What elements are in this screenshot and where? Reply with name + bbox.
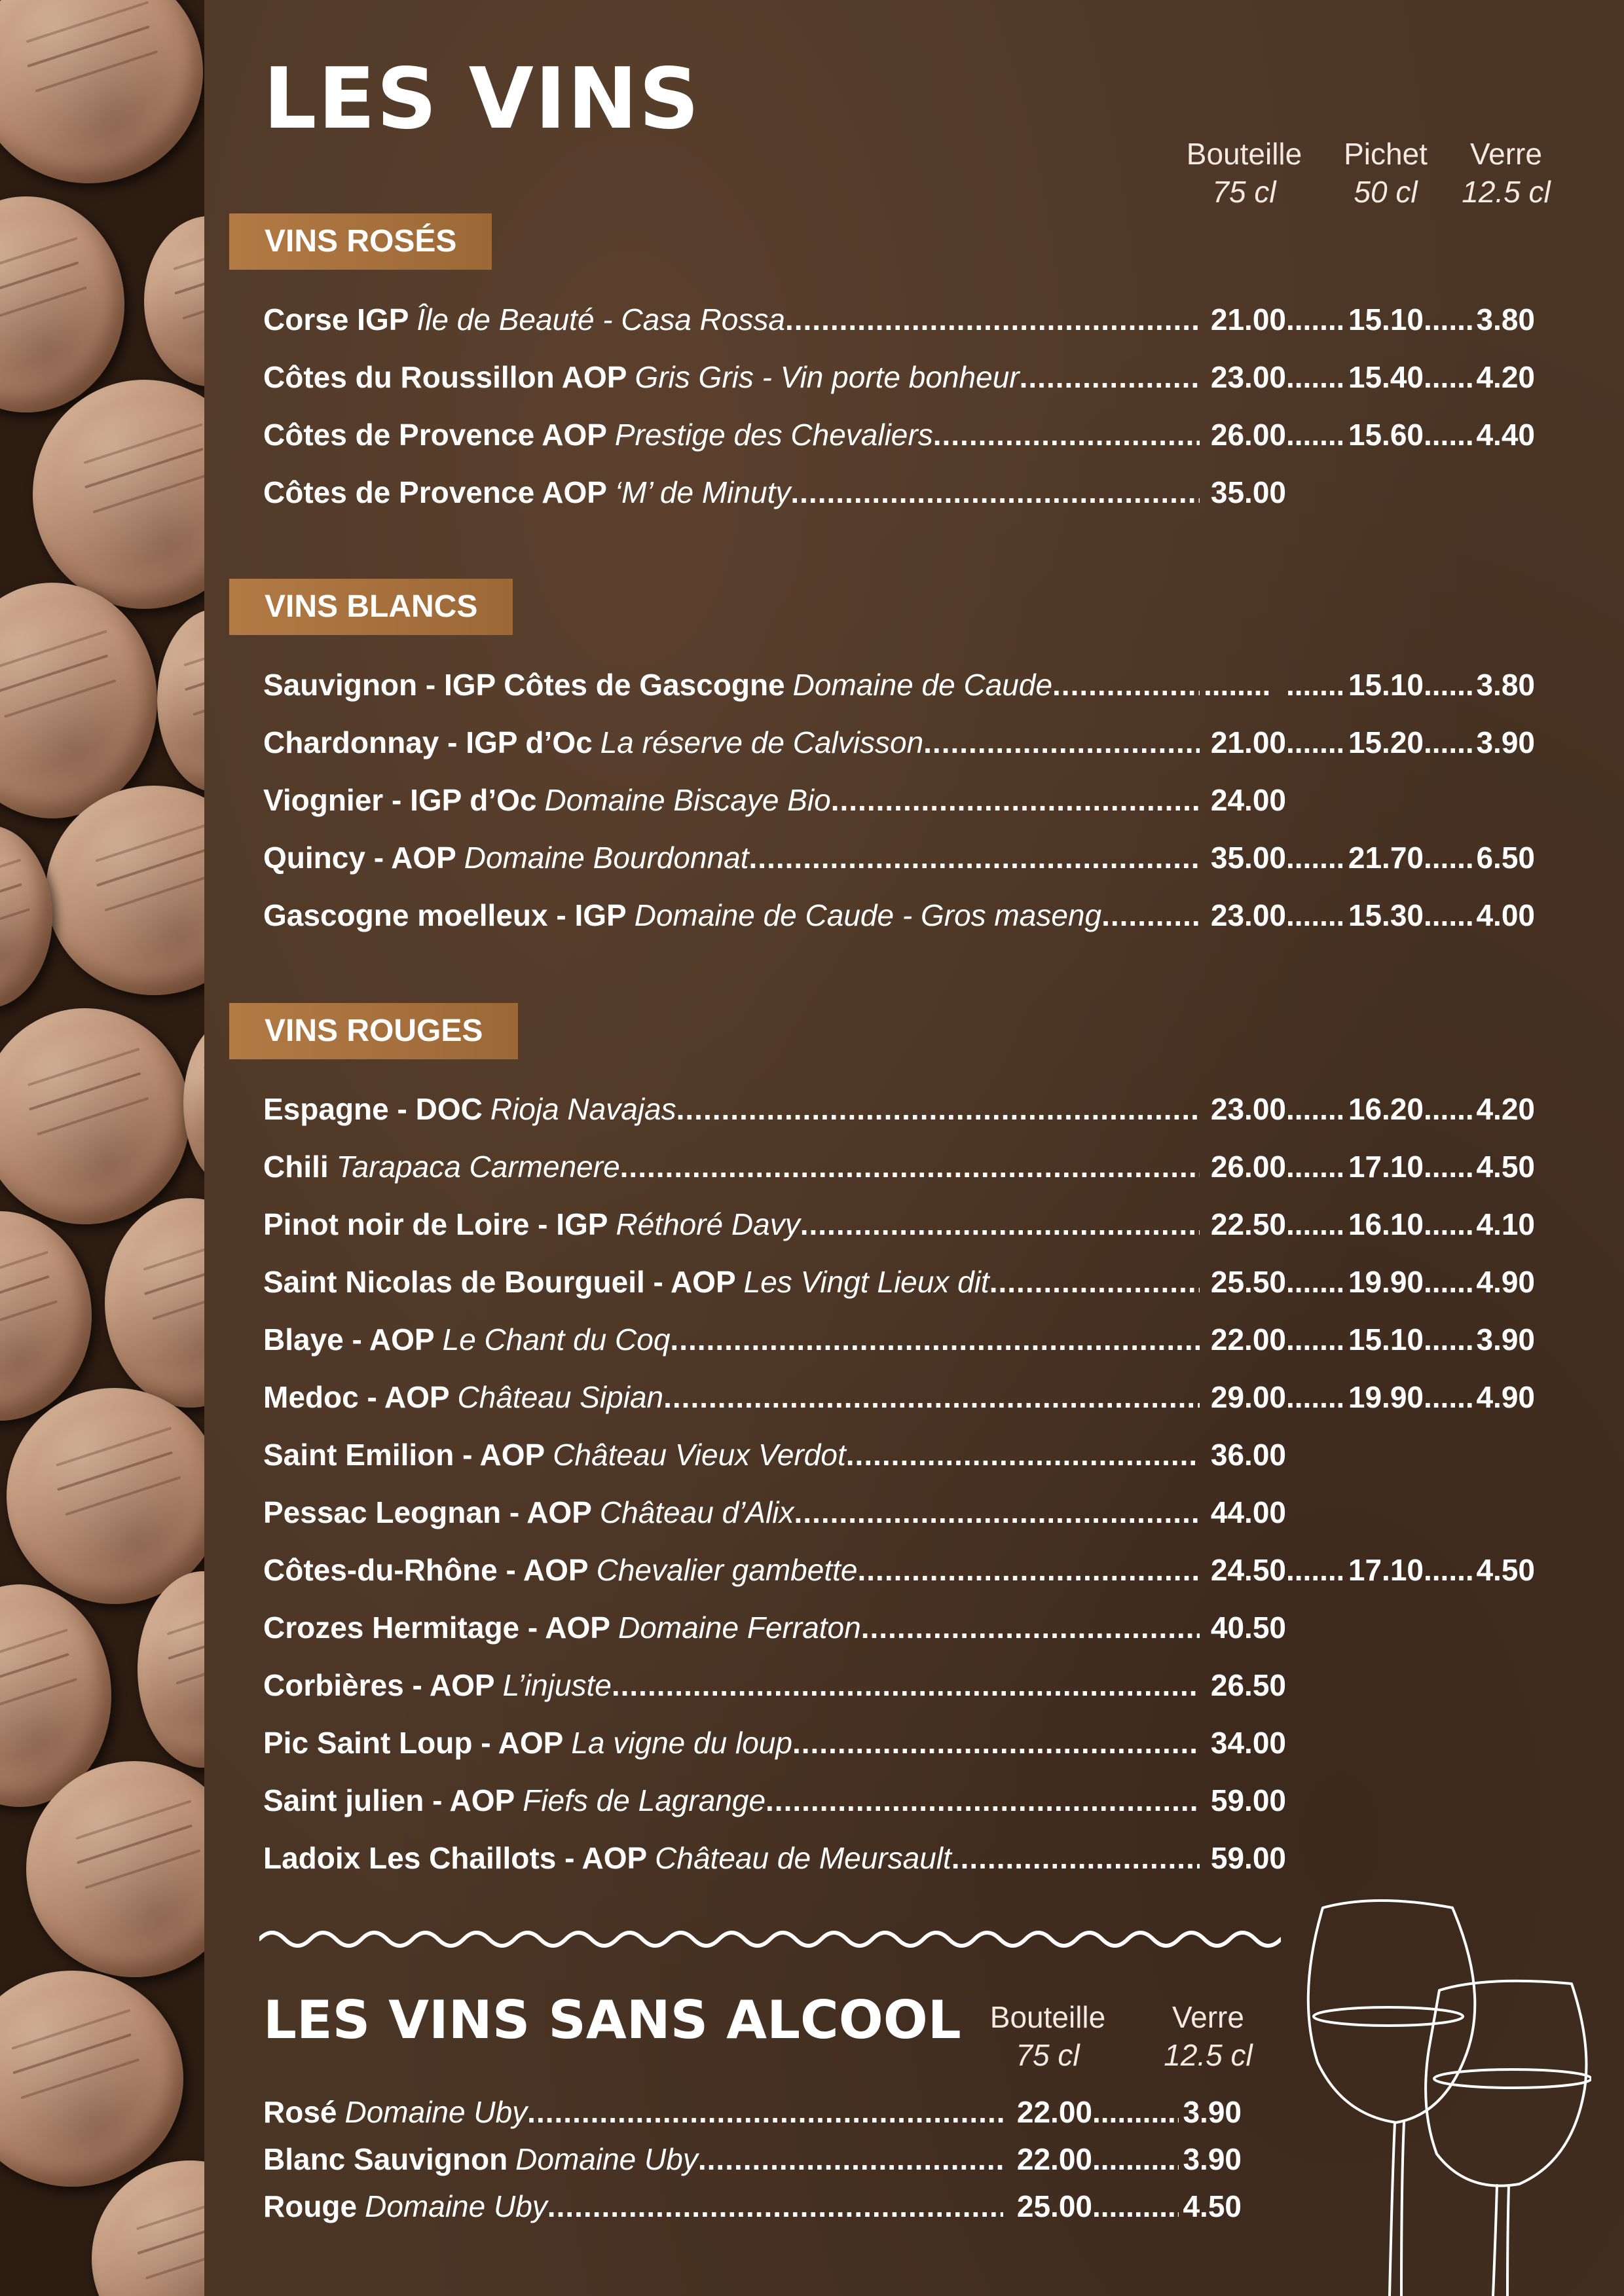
wine-label xyxy=(263,348,1200,406)
dot-leader xyxy=(933,406,1200,464)
wine-label xyxy=(263,1195,1200,1253)
dot-leader xyxy=(1286,1253,1342,1311)
price-bottle: 22.00 xyxy=(1016,2095,1092,2129)
wine-description: Rioja Navajas xyxy=(490,1092,676,1126)
price-bottle: 23.00 xyxy=(1210,360,1286,394)
dot-leader xyxy=(620,1138,1200,1195)
wine-label xyxy=(263,886,1200,944)
price-bottle: 26.00 xyxy=(1210,1150,1286,1184)
wine-label xyxy=(263,714,1200,771)
dot-leader xyxy=(1286,1368,1342,1426)
wine-label xyxy=(263,1080,1200,1138)
wine-label xyxy=(263,291,1200,348)
dot-leader xyxy=(1286,406,1342,464)
wine-label xyxy=(263,1253,1200,1311)
dot-leader xyxy=(792,1714,1200,1772)
dot-leader xyxy=(1286,1195,1342,1253)
dot-leader xyxy=(1286,291,1342,348)
cork-background xyxy=(0,0,204,2296)
wavy-divider-icon xyxy=(259,1926,1281,1952)
dot-leader xyxy=(1020,348,1200,406)
cork-icon xyxy=(144,216,204,386)
dot-leader xyxy=(951,1829,1200,1887)
column-header-pichet: Pichet 50 cl xyxy=(1344,137,1428,209)
price-pichet: 15.10 xyxy=(1348,1322,1424,1357)
dot-leader xyxy=(1286,714,1342,771)
cork-icon xyxy=(0,0,203,183)
wine-name: Côtes-du-Rhône - AOP xyxy=(263,1553,589,1587)
non-alcohol-list xyxy=(263,2088,1246,2230)
wine-description: Fiefs de Lagrange xyxy=(523,1783,766,1817)
wine-name: Quincy - AOP xyxy=(263,841,456,875)
list-item xyxy=(263,1772,1285,1829)
price-bottle: 35.00 xyxy=(1210,475,1286,509)
cork-icon xyxy=(138,1571,204,1768)
wine-label xyxy=(263,1368,1200,1426)
price-glass: 3.90 xyxy=(1183,2095,1242,2129)
wine-label xyxy=(263,1541,1200,1599)
list-item xyxy=(263,656,1536,714)
wine-label xyxy=(263,1311,1200,1368)
dot-leader xyxy=(1286,1138,1342,1195)
dot-leader xyxy=(1101,886,1200,944)
dot-leader xyxy=(1092,2136,1179,2183)
list-item xyxy=(263,1484,1285,1541)
wine-label xyxy=(263,656,1200,714)
wine-label xyxy=(263,771,1200,829)
list-item xyxy=(263,771,1285,829)
price-glass: 3.90 xyxy=(1476,725,1535,759)
list-item xyxy=(263,1195,1536,1253)
wine-name: Pinot noir de Loire - IGP xyxy=(263,1207,608,1241)
dot-leader xyxy=(612,1656,1200,1714)
list-item xyxy=(263,829,1536,886)
wine-description: Chevalier gambette xyxy=(596,1553,858,1587)
wine-name: Pessac Leognan - AOP xyxy=(263,1495,592,1529)
list-item xyxy=(263,886,1536,944)
price-bottle: 29.00 xyxy=(1210,1380,1286,1414)
dot-leader xyxy=(1286,1311,1342,1368)
wine-description: Réthoré Davy xyxy=(616,1207,800,1241)
dot-leader xyxy=(831,771,1200,829)
wine-label xyxy=(263,2183,1003,2230)
dot-leader xyxy=(1424,1541,1473,1599)
column-header-glass: Verre 12.5 cl xyxy=(1462,137,1551,209)
wine-name: Côtes de Provence AOP xyxy=(263,418,607,452)
price-pichet: 15.40 xyxy=(1348,360,1424,394)
price-pichet: 15.10 xyxy=(1348,302,1424,337)
wine-list-rouges xyxy=(263,1080,1536,1887)
wine-name: Crozes Hermitage - AOP xyxy=(263,1611,610,1645)
wine-description: Île de Beauté - Casa Rossa xyxy=(416,302,785,337)
price-glass: 3.90 xyxy=(1476,1322,1535,1357)
price-pichet: 19.90 xyxy=(1348,1380,1424,1414)
price-bottle: 59.00 xyxy=(1210,1841,1286,1875)
list-item xyxy=(263,1138,1536,1195)
dot-leader xyxy=(698,2136,1003,2183)
dot-leader xyxy=(1424,829,1473,886)
dot-leader xyxy=(1286,656,1342,714)
price-pichet: 15.30 xyxy=(1348,898,1424,932)
list-item xyxy=(263,348,1536,406)
price-bottle: 22.00 xyxy=(1016,2142,1092,2176)
dot-leader xyxy=(670,1311,1200,1368)
dot-leader xyxy=(1092,2088,1179,2136)
price-bottle: 40.50 xyxy=(1210,1611,1286,1645)
price-bottle: 23.00 xyxy=(1210,1092,1286,1126)
dot-leader xyxy=(923,714,1200,771)
wine-description: La vigne du loup xyxy=(571,1726,792,1760)
price-bottle: 24.50 xyxy=(1210,1553,1286,1587)
price-glass: 4.20 xyxy=(1476,360,1535,394)
price-bottle: 24.00 xyxy=(1210,783,1286,817)
wine-description: Domaine Bourdonnat xyxy=(464,841,749,875)
na-column-header-glass: Verre 12.5 cl xyxy=(1164,2000,1253,2072)
price-bottle: 59.00 xyxy=(1210,1783,1286,1817)
list-item xyxy=(263,1426,1285,1484)
section-tag-roses: VINS ROSÉS xyxy=(229,213,492,270)
wine-description: Domaine de Caude xyxy=(792,668,1053,702)
price-pichet: 16.20 xyxy=(1348,1092,1424,1126)
price-bottle: 34.00 xyxy=(1210,1726,1286,1760)
column-header-bottle: Bouteille 75 cl xyxy=(1186,137,1302,209)
wine-description: Prestige des Chevaliers xyxy=(614,418,933,452)
cork-icon xyxy=(0,1211,92,1421)
wine-name: Espagne - DOC xyxy=(263,1092,483,1126)
wine-description: Domaine Uby xyxy=(365,2189,547,2223)
dot-leader xyxy=(1424,348,1473,406)
wine-description: Château Vieux Verdot xyxy=(553,1438,846,1472)
wine-name: Chili xyxy=(263,1150,329,1184)
wine-description: Les Vingt Lieux dit xyxy=(743,1265,989,1299)
list-item xyxy=(263,714,1536,771)
list-item xyxy=(263,464,1285,521)
wine-label xyxy=(263,1426,1200,1484)
wine-description: Le Chant du Coq xyxy=(442,1322,671,1357)
list-item xyxy=(263,406,1536,464)
dot-leader xyxy=(861,1599,1200,1656)
dot-leader xyxy=(749,829,1200,886)
price-bottle: 26.50 xyxy=(1210,1668,1286,1702)
wine-description: Domaine Biscaye Bio xyxy=(544,783,831,817)
wine-label xyxy=(263,1829,1200,1887)
dot-leader xyxy=(1424,1311,1473,1368)
price-bottle: 36.00 xyxy=(1210,1438,1286,1472)
page-title: LES VINS xyxy=(263,50,701,148)
dot-leader xyxy=(800,1195,1200,1253)
dot-leader xyxy=(1286,1541,1342,1599)
price-bottle: 35.00 xyxy=(1210,841,1286,875)
dot-leader xyxy=(766,1772,1200,1829)
dot-leader xyxy=(785,291,1200,348)
wine-list-blancs xyxy=(263,656,1536,944)
wine-label xyxy=(263,1772,1200,1829)
dot-leader xyxy=(1286,348,1342,406)
price-bottle: 23.00 xyxy=(1210,898,1286,932)
wine-name: Côtes du Roussillon AOP xyxy=(263,360,627,394)
wine-name: Rouge xyxy=(263,2189,358,2223)
list-item xyxy=(263,1541,1536,1599)
na-column-header-bottle: Bouteille 75 cl xyxy=(989,2000,1106,2072)
list-item xyxy=(263,1599,1285,1656)
wine-label xyxy=(263,1599,1200,1656)
dot-leader xyxy=(846,1426,1200,1484)
price-glass: 4.90 xyxy=(1476,1265,1535,1299)
price-bottle: 21.00 xyxy=(1210,302,1286,337)
wine-label xyxy=(263,2136,1003,2183)
price-glass: 4.50 xyxy=(1183,2189,1242,2223)
cork-icon xyxy=(0,1971,183,2187)
dot-leader xyxy=(1424,656,1473,714)
dot-leader xyxy=(1424,1253,1473,1311)
price-glass: 3.90 xyxy=(1183,2142,1242,2176)
wine-label xyxy=(263,1484,1200,1541)
dot-leader xyxy=(1424,714,1473,771)
wine-description: Gris Gris - Vin porte bonheur xyxy=(635,360,1020,394)
wine-description: Château Sipian xyxy=(457,1380,664,1414)
wine-name: Pic Saint Loup - AOP xyxy=(263,1726,564,1760)
price-glass: 3.80 xyxy=(1476,302,1535,337)
cork-icon xyxy=(7,1388,204,1604)
wine-name: Saint Emilion - AOP xyxy=(263,1438,545,1472)
list-item xyxy=(263,1368,1536,1426)
dot-leader xyxy=(1424,1138,1473,1195)
dot-leader xyxy=(1424,406,1473,464)
cork-icon xyxy=(0,825,52,1008)
wine-label xyxy=(263,464,1200,521)
wine-name: Blaye - AOP xyxy=(263,1322,435,1357)
dot-leader xyxy=(794,1484,1200,1541)
wine-name: Côtes de Provence AOP xyxy=(263,475,607,509)
wine-description: La réserve de Calvisson xyxy=(600,725,924,759)
wine-name: Corbières - AOP xyxy=(263,1668,495,1702)
price-glass: 4.90 xyxy=(1476,1380,1535,1414)
wine-name: Medoc - AOP xyxy=(263,1380,450,1414)
wine-label xyxy=(263,1714,1200,1772)
dot-leader xyxy=(1286,829,1342,886)
cork-icon xyxy=(92,2160,204,2296)
price-pichet: 21.70 xyxy=(1348,841,1424,875)
dot-leader xyxy=(676,1080,1200,1138)
price-bottle: 44.00 xyxy=(1210,1495,1286,1529)
cork-icon xyxy=(0,1008,190,1224)
price-bottle: 26.00 xyxy=(1210,418,1286,452)
price-bottle: 25.50 xyxy=(1210,1265,1286,1299)
wine-description: L’injuste xyxy=(502,1668,612,1702)
dot-leader xyxy=(1424,1080,1473,1138)
list-item xyxy=(263,2088,1246,2136)
wine-description: Domaine Uby xyxy=(515,2142,698,2176)
wine-name: Saint Nicolas de Bourgueil - AOP xyxy=(263,1265,736,1299)
dot-leader xyxy=(1052,656,1200,714)
price-glass: 4.00 xyxy=(1476,898,1535,932)
dot-leader xyxy=(663,1368,1200,1426)
dot-leader xyxy=(547,2183,1003,2230)
price-pichet: 17.10 xyxy=(1348,1150,1424,1184)
wine-list-roses xyxy=(263,291,1536,521)
dot-leader xyxy=(989,1253,1200,1311)
cork-icon xyxy=(183,1021,204,1185)
dot-leader xyxy=(857,1541,1200,1599)
price-glass: 4.50 xyxy=(1476,1150,1535,1184)
wine-description: Tarapaca Carmenere xyxy=(336,1150,620,1184)
dot-leader xyxy=(1424,1195,1473,1253)
price-pichet: 19.90 xyxy=(1348,1265,1424,1299)
price-pichet: 15.60 xyxy=(1348,418,1424,452)
price-bottle: 22.50 xyxy=(1210,1207,1286,1241)
dot-leader xyxy=(1092,2183,1179,2230)
wine-name: Viognier - IGP d’Oc xyxy=(263,783,537,817)
dot-leader xyxy=(1424,291,1473,348)
wine-description: Domaine de Caude - Gros maseng xyxy=(634,898,1102,932)
wine-label xyxy=(263,2088,1003,2136)
wine-name: Chardonnay - IGP d’Oc xyxy=(263,725,593,759)
dot-leader xyxy=(1424,886,1473,944)
section-tag-blancs: VINS BLANCS xyxy=(229,579,513,635)
price-pichet: 16.10 xyxy=(1348,1207,1424,1241)
wine-description: Château d’Alix xyxy=(599,1495,794,1529)
cork-icon xyxy=(46,786,204,995)
wine-name: Blanc Sauvignon xyxy=(263,2142,508,2176)
wine-name: Gascogne moelleux - IGP xyxy=(263,898,627,932)
list-item xyxy=(263,2136,1246,2183)
price-glass: 4.10 xyxy=(1476,1207,1535,1241)
price-bottle: 22.00 xyxy=(1210,1322,1286,1357)
wine-name: Ladoix Les Chaillots - AOP xyxy=(263,1841,648,1875)
wine-label xyxy=(263,829,1200,886)
price-pichet: 15.20 xyxy=(1348,725,1424,759)
list-item xyxy=(263,1311,1536,1368)
price-bottle: 21.00 xyxy=(1210,725,1286,759)
wine-description: Domaine Ferraton xyxy=(618,1611,861,1645)
list-item xyxy=(263,1253,1536,1311)
price-glass: 4.50 xyxy=(1476,1553,1535,1587)
price-glass: 4.40 xyxy=(1476,418,1535,452)
wine-name: Saint julien - AOP xyxy=(263,1783,515,1817)
cork-icon xyxy=(0,583,157,818)
price-pichet: 15.10 xyxy=(1348,668,1424,702)
price-pichet: 17.10 xyxy=(1348,1553,1424,1587)
wine-description: Domaine Uby xyxy=(344,2095,528,2129)
wine-description: ‘M’ de Minuty xyxy=(614,475,791,509)
dot-leader xyxy=(527,2088,1003,2136)
price-glass: 4.20 xyxy=(1476,1092,1535,1126)
section-tag-rouges: VINS ROUGES xyxy=(229,1003,518,1059)
wine-name: Corse IGP xyxy=(263,302,409,337)
non-alcohol-title: LES VINS SANS ALCOOL xyxy=(263,1990,961,2050)
list-item xyxy=(263,291,1536,348)
wine-label xyxy=(263,406,1200,464)
wine-label xyxy=(263,1138,1200,1195)
dot-leader xyxy=(790,464,1200,521)
wine-glasses-icon xyxy=(1303,1892,1591,2296)
wine-label xyxy=(263,1656,1200,1714)
dot-leader xyxy=(1286,886,1342,944)
list-item xyxy=(263,1829,1285,1887)
list-item xyxy=(263,1714,1285,1772)
cork-icon xyxy=(105,1198,204,1408)
list-item xyxy=(263,2183,1246,2230)
cork-icon xyxy=(157,609,204,792)
price-bottle: 25.00 xyxy=(1016,2189,1092,2223)
cork-icon xyxy=(33,380,204,609)
list-item xyxy=(263,1656,1285,1714)
wine-name: Sauvignon - IGP Côtes de Gascogne xyxy=(263,668,785,702)
dot-leader xyxy=(1286,1080,1342,1138)
wine-description: Château de Meursault xyxy=(655,1841,951,1875)
price-glass: 6.50 xyxy=(1476,841,1535,875)
wine-name: Rosé xyxy=(263,2095,337,2129)
price-glass: 3.80 xyxy=(1476,668,1535,702)
dot-leader xyxy=(1424,1368,1473,1426)
cork-icon xyxy=(0,196,124,412)
list-item xyxy=(263,1080,1536,1138)
